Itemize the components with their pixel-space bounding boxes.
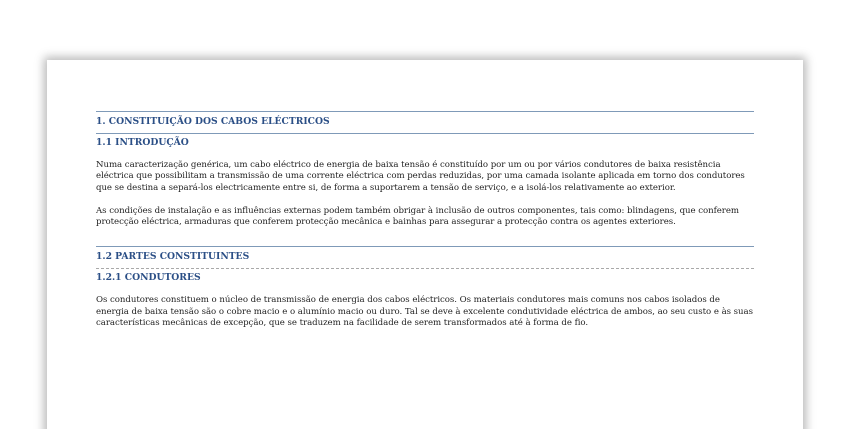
document-page (47, 60, 803, 429)
subsection-heading-introducao: 1.1 INTRODUÇÃO (96, 137, 189, 148)
paragraph-introducao-1: Numa caracterização genérica, um cabo eléctrico de energia de baixa tensão é constituído por um ou por vários condutores de baixa resistência eléctrica que possibilitam a transmissão de uma corrente eléctrica com perdas reduzidas, por uma camada isolante aplicada em torno dos condutores que se destina a separá-los electricamente entre si, de forma a suportarem a tensão de serviço, e a isolá-los relativamente ao exterior. (96, 160, 745, 193)
section-heading-partes-constituintes: 1.2 PARTES CONSTITUINTES (96, 251, 250, 263)
paragraph-condutores-1: Os condutores constituem o núcleo de transmissão de energia dos cabos eléctricos. Os materiais condutores mais comuns nos cabos isolados de energia de baixa tensão são o cobre macio e o alumínio macio ou duro. Tal se deve à excelente condutividade eléctrica de ambos, ao seu custo e às suas características mecânicas de excepção, que se traduzem na facilidade de serem transformados até à forma de fio. (96, 295, 753, 329)
subsection-heading-condutores: 1.2.1 CONDUTORES (96, 272, 201, 284)
section-heading-constituicao: 1. CONSTITUIÇÃO DOS CABOS ELÉCTRICOS (96, 116, 330, 127)
document-content (96, 111, 754, 329)
paragraph-introducao-2: As condições de instalação e as influências externas podem também obrigar à inclusão de outros componentes, tais como: blindagens, que conferem protecção eléctrica, armaduras que conferem protecção mecânica e bainhas para assegurar a protecção contra os agentes exteriores. (96, 205, 739, 228)
section-spacer (96, 228, 754, 246)
